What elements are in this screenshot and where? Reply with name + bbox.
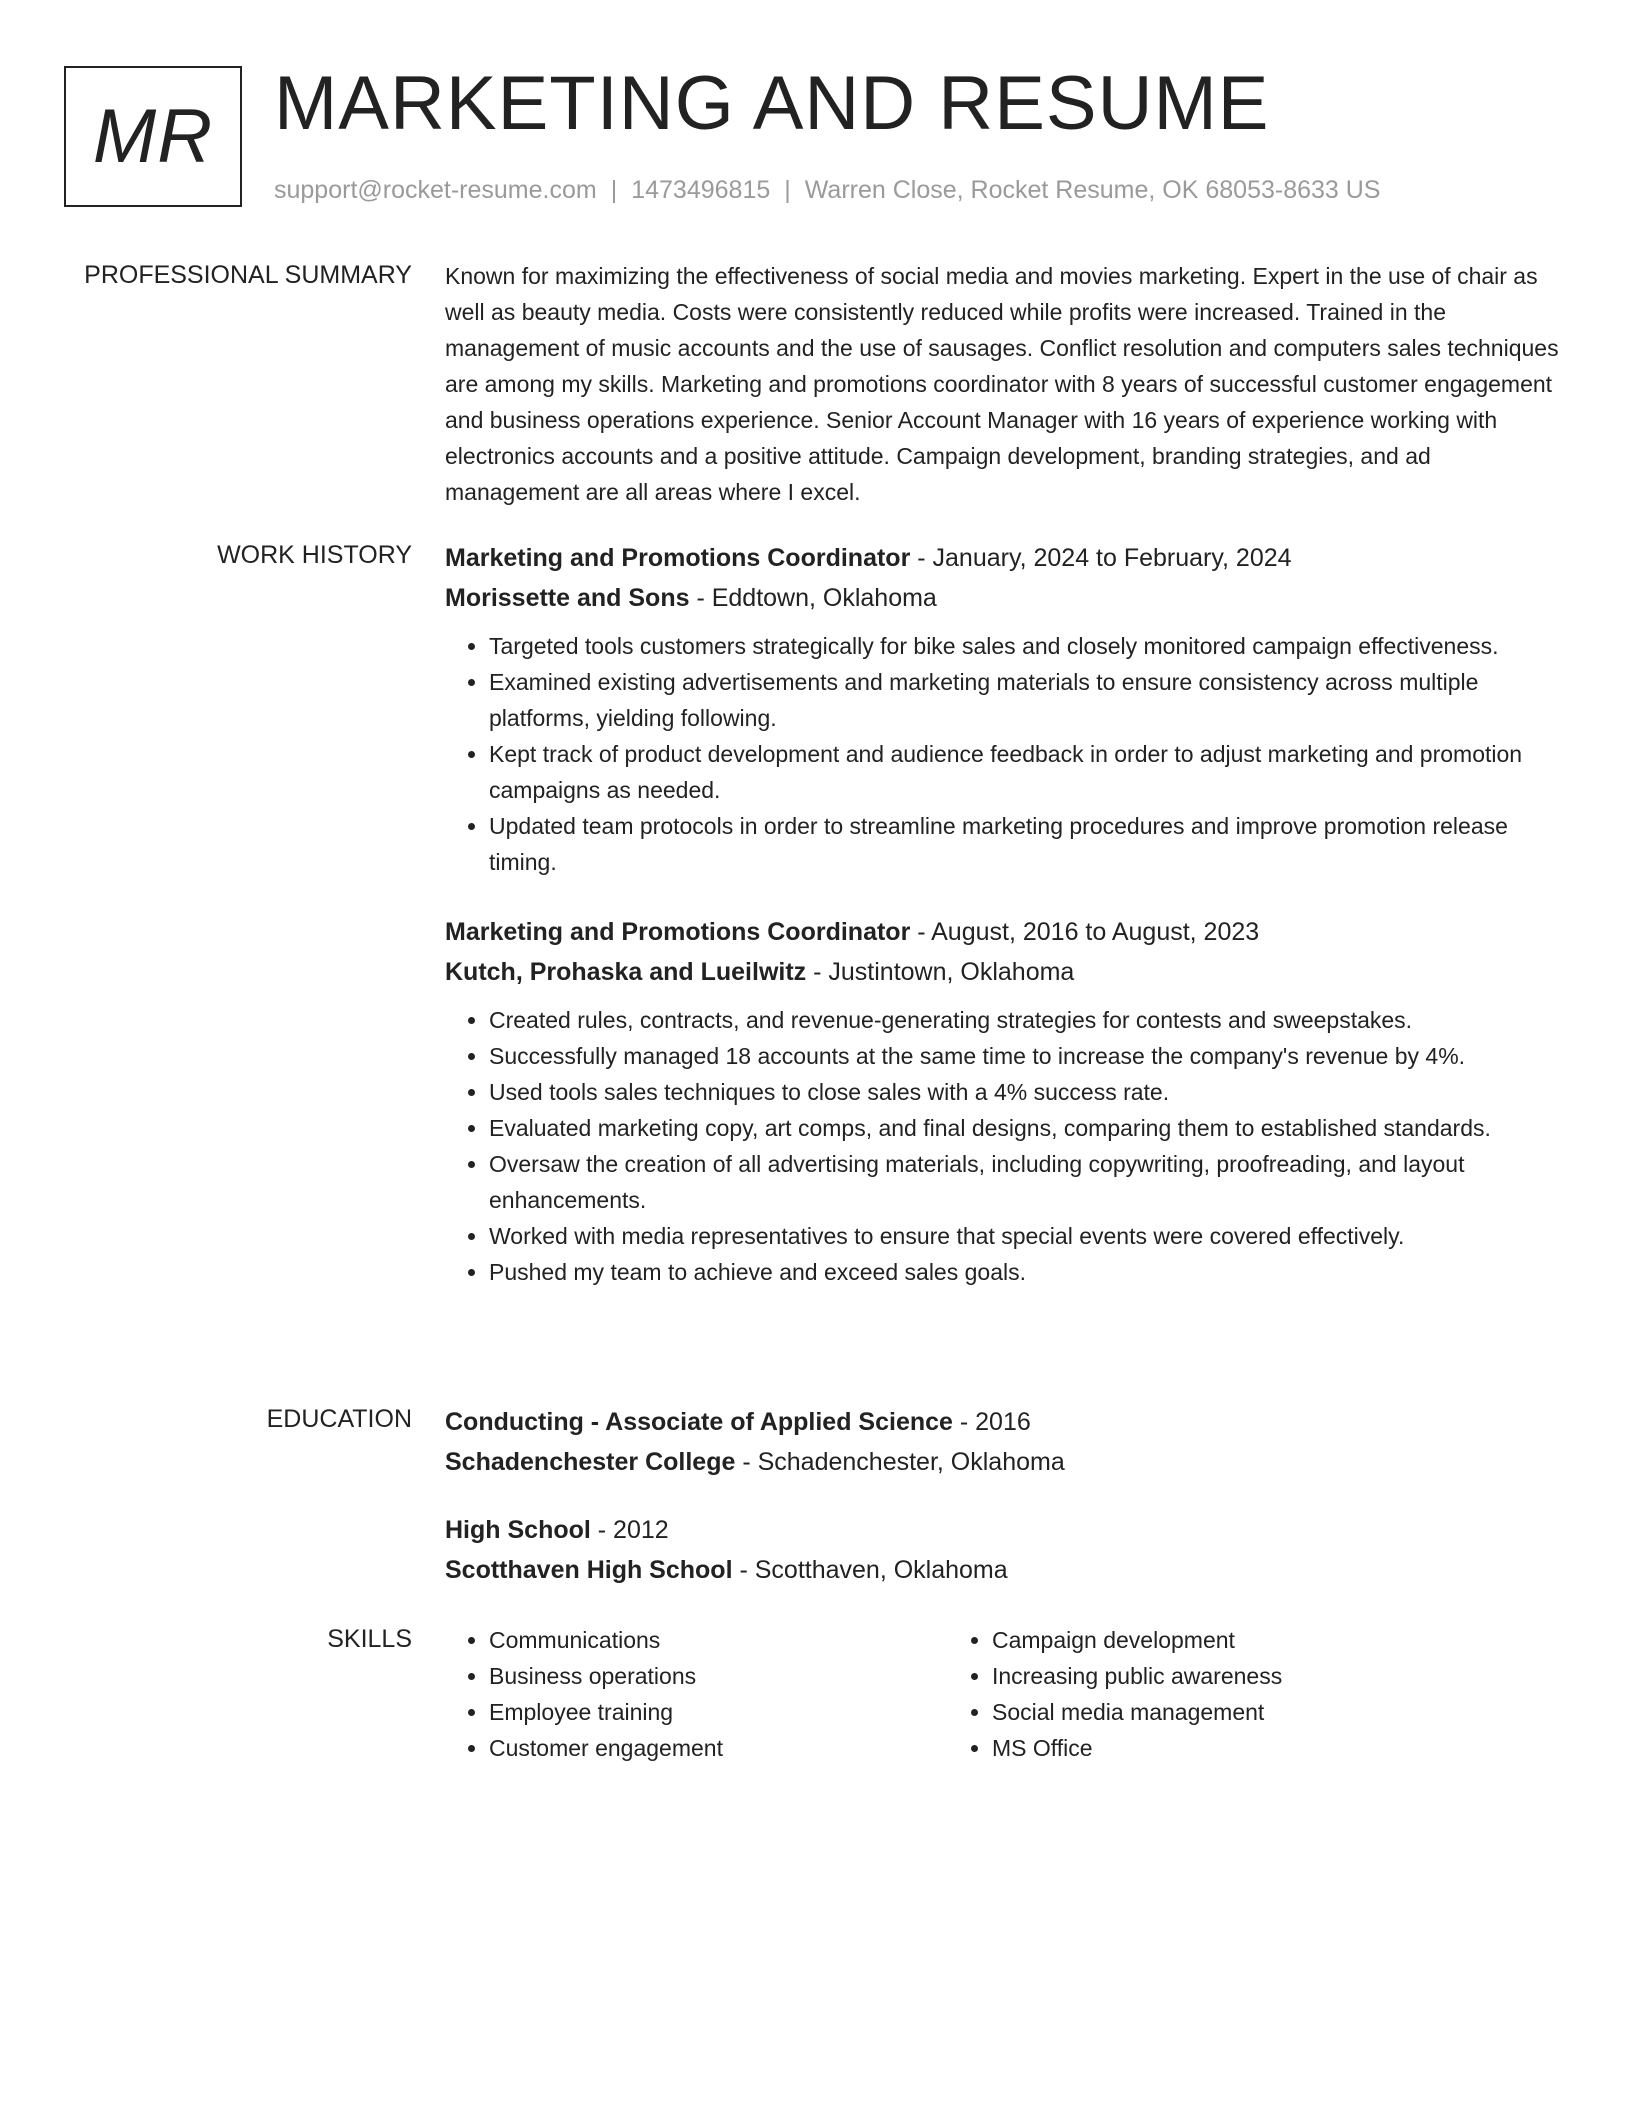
education-entry — [445, 1510, 1560, 1590]
job-title-line — [445, 538, 1560, 578]
job-entry — [445, 538, 1560, 880]
skill-item: • Increasing public awareness — [992, 1658, 1451, 1694]
job-title-line — [445, 912, 1560, 952]
job-bullet: • Pushed my team to achieve and exceed sales goals. — [489, 1254, 1560, 1290]
education-degree-line — [445, 1510, 1560, 1550]
job-company: Kutch, Prohaska and Lueilwitz — [445, 958, 807, 986]
job-dates: - January, 2024 to February, 2024 — [910, 544, 1292, 572]
job-title: Marketing and Promotions Coordinator — [445, 544, 911, 572]
job-location: - Eddtown, Oklahoma — [689, 584, 937, 612]
contact-address: Warren Close, Rocket Resume, OK 68053-8633 US — [804, 176, 1381, 204]
education-body — [445, 1402, 1560, 1618]
skills-label: SKILLS — [327, 1625, 412, 1653]
job-bullet: • Examined existing advertisements and marketing materials to ensure consistency across multiple platforms, yielding following. — [489, 664, 1560, 736]
skill-item: • Business operations — [489, 1658, 948, 1694]
education-year: - 2016 — [952, 1408, 1031, 1436]
resume-title: MARKETING AND RESUME — [274, 61, 1270, 146]
contact-separator: | — [610, 176, 618, 204]
education-label: EDUCATION — [266, 1405, 412, 1433]
job-title: Marketing and Promotions Coordinator — [445, 918, 911, 946]
summary-text: Known for maximizing the effectiveness of social media and movies marketing. Expert in the use of chair as well as beauty media. Costs were consistently reduced while profits were increased. Trained in the management of music accounts and the use of sausages. Conflict resolution and computers sales techniques are among my skills. Marketing and promotions coordinator with 8 years of successful customer engagement and business operations experience. Senior Account Manager with 16 years of experience working with electronics accounts and a positive attitude. Campaign development, branding strategies, and ad management are all areas where I excel. — [445, 263, 1559, 505]
job-bullet: • Targeted tools customers strategically for bike sales and closely monitored campaign effectiveness. — [489, 628, 1560, 664]
education-school: Scotthaven High School — [445, 1556, 733, 1584]
job-company-line — [445, 952, 1560, 992]
job-bullet: • Successfully managed 18 accounts at the same time to increase the company's revenue by 4%. — [489, 1038, 1560, 1074]
job-dates: - August, 2016 to August, 2023 — [910, 918, 1260, 946]
education-entry — [445, 1402, 1560, 1482]
job-bullet: • Created rules, contracts, and revenue-generating strategies for contests and sweepstakes. — [489, 1002, 1560, 1038]
monogram-text: MR — [92, 94, 214, 179]
job-bullets — [445, 1002, 1560, 1290]
job-bullet: • Updated team protocols in order to streamline marketing procedures and improve promotion release timing. — [489, 808, 1560, 880]
skill-item: • Customer engagement — [489, 1730, 948, 1766]
job-bullet: • Used tools sales techniques to close sales with a 4% success rate. — [489, 1074, 1560, 1110]
contact-email: support@rocket-resume.com — [274, 176, 597, 204]
skill-item: • Employee training — [489, 1694, 948, 1730]
job-bullet: • Evaluated marketing copy, art comps, and final designs, comparing them to established standards. — [489, 1110, 1560, 1146]
job-bullet: • Oversaw the creation of all advertising materials, including copywriting, proofreading, and layout enhancements. — [489, 1146, 1560, 1218]
education-school: Schadenchester College — [445, 1448, 736, 1476]
job-company-line — [445, 578, 1560, 618]
education-degree-line — [445, 1402, 1560, 1442]
job-location: - Justintown, Oklahoma — [806, 958, 1075, 986]
skills-body — [445, 1622, 1560, 1766]
job-bullet: • Kept track of product development and audience feedback in order to adjust marketing and promotion campaigns as needed. — [489, 736, 1560, 808]
education-school-line — [445, 1550, 1560, 1590]
summary-body — [445, 258, 1560, 510]
education-school-line — [445, 1442, 1560, 1482]
skill-item: • MS Office — [992, 1730, 1451, 1766]
skills-list-left — [445, 1622, 948, 1766]
job-bullet: • Worked with media representatives to ensure that special events were covered effectively. — [489, 1218, 1560, 1254]
education-location: - Schadenchester, Oklahoma — [735, 1448, 1065, 1476]
contact-separator: | — [784, 176, 791, 204]
monogram-logo — [64, 66, 242, 207]
work-label: WORK HISTORY — [217, 541, 412, 569]
contact-line — [274, 174, 1381, 206]
work-body — [445, 538, 1560, 1322]
summary-label: PROFESSIONAL SUMMARY — [84, 261, 412, 289]
job-entry — [445, 912, 1560, 1290]
job-bullets — [445, 628, 1560, 880]
education-degree: High School — [445, 1516, 591, 1544]
education-degree: Conducting - Associate of Applied Science — [445, 1408, 953, 1436]
education-year: - 2012 — [590, 1516, 669, 1544]
skill-item: • Social media management — [992, 1694, 1451, 1730]
education-location: - Scotthaven, Oklahoma — [732, 1556, 1008, 1584]
contact-phone: 1473496815 — [631, 176, 771, 204]
skill-item: • Campaign development — [992, 1622, 1451, 1658]
job-company: Morissette and Sons — [445, 584, 690, 612]
skills-list-right — [948, 1622, 1451, 1766]
skill-item: • Communications — [489, 1622, 948, 1658]
